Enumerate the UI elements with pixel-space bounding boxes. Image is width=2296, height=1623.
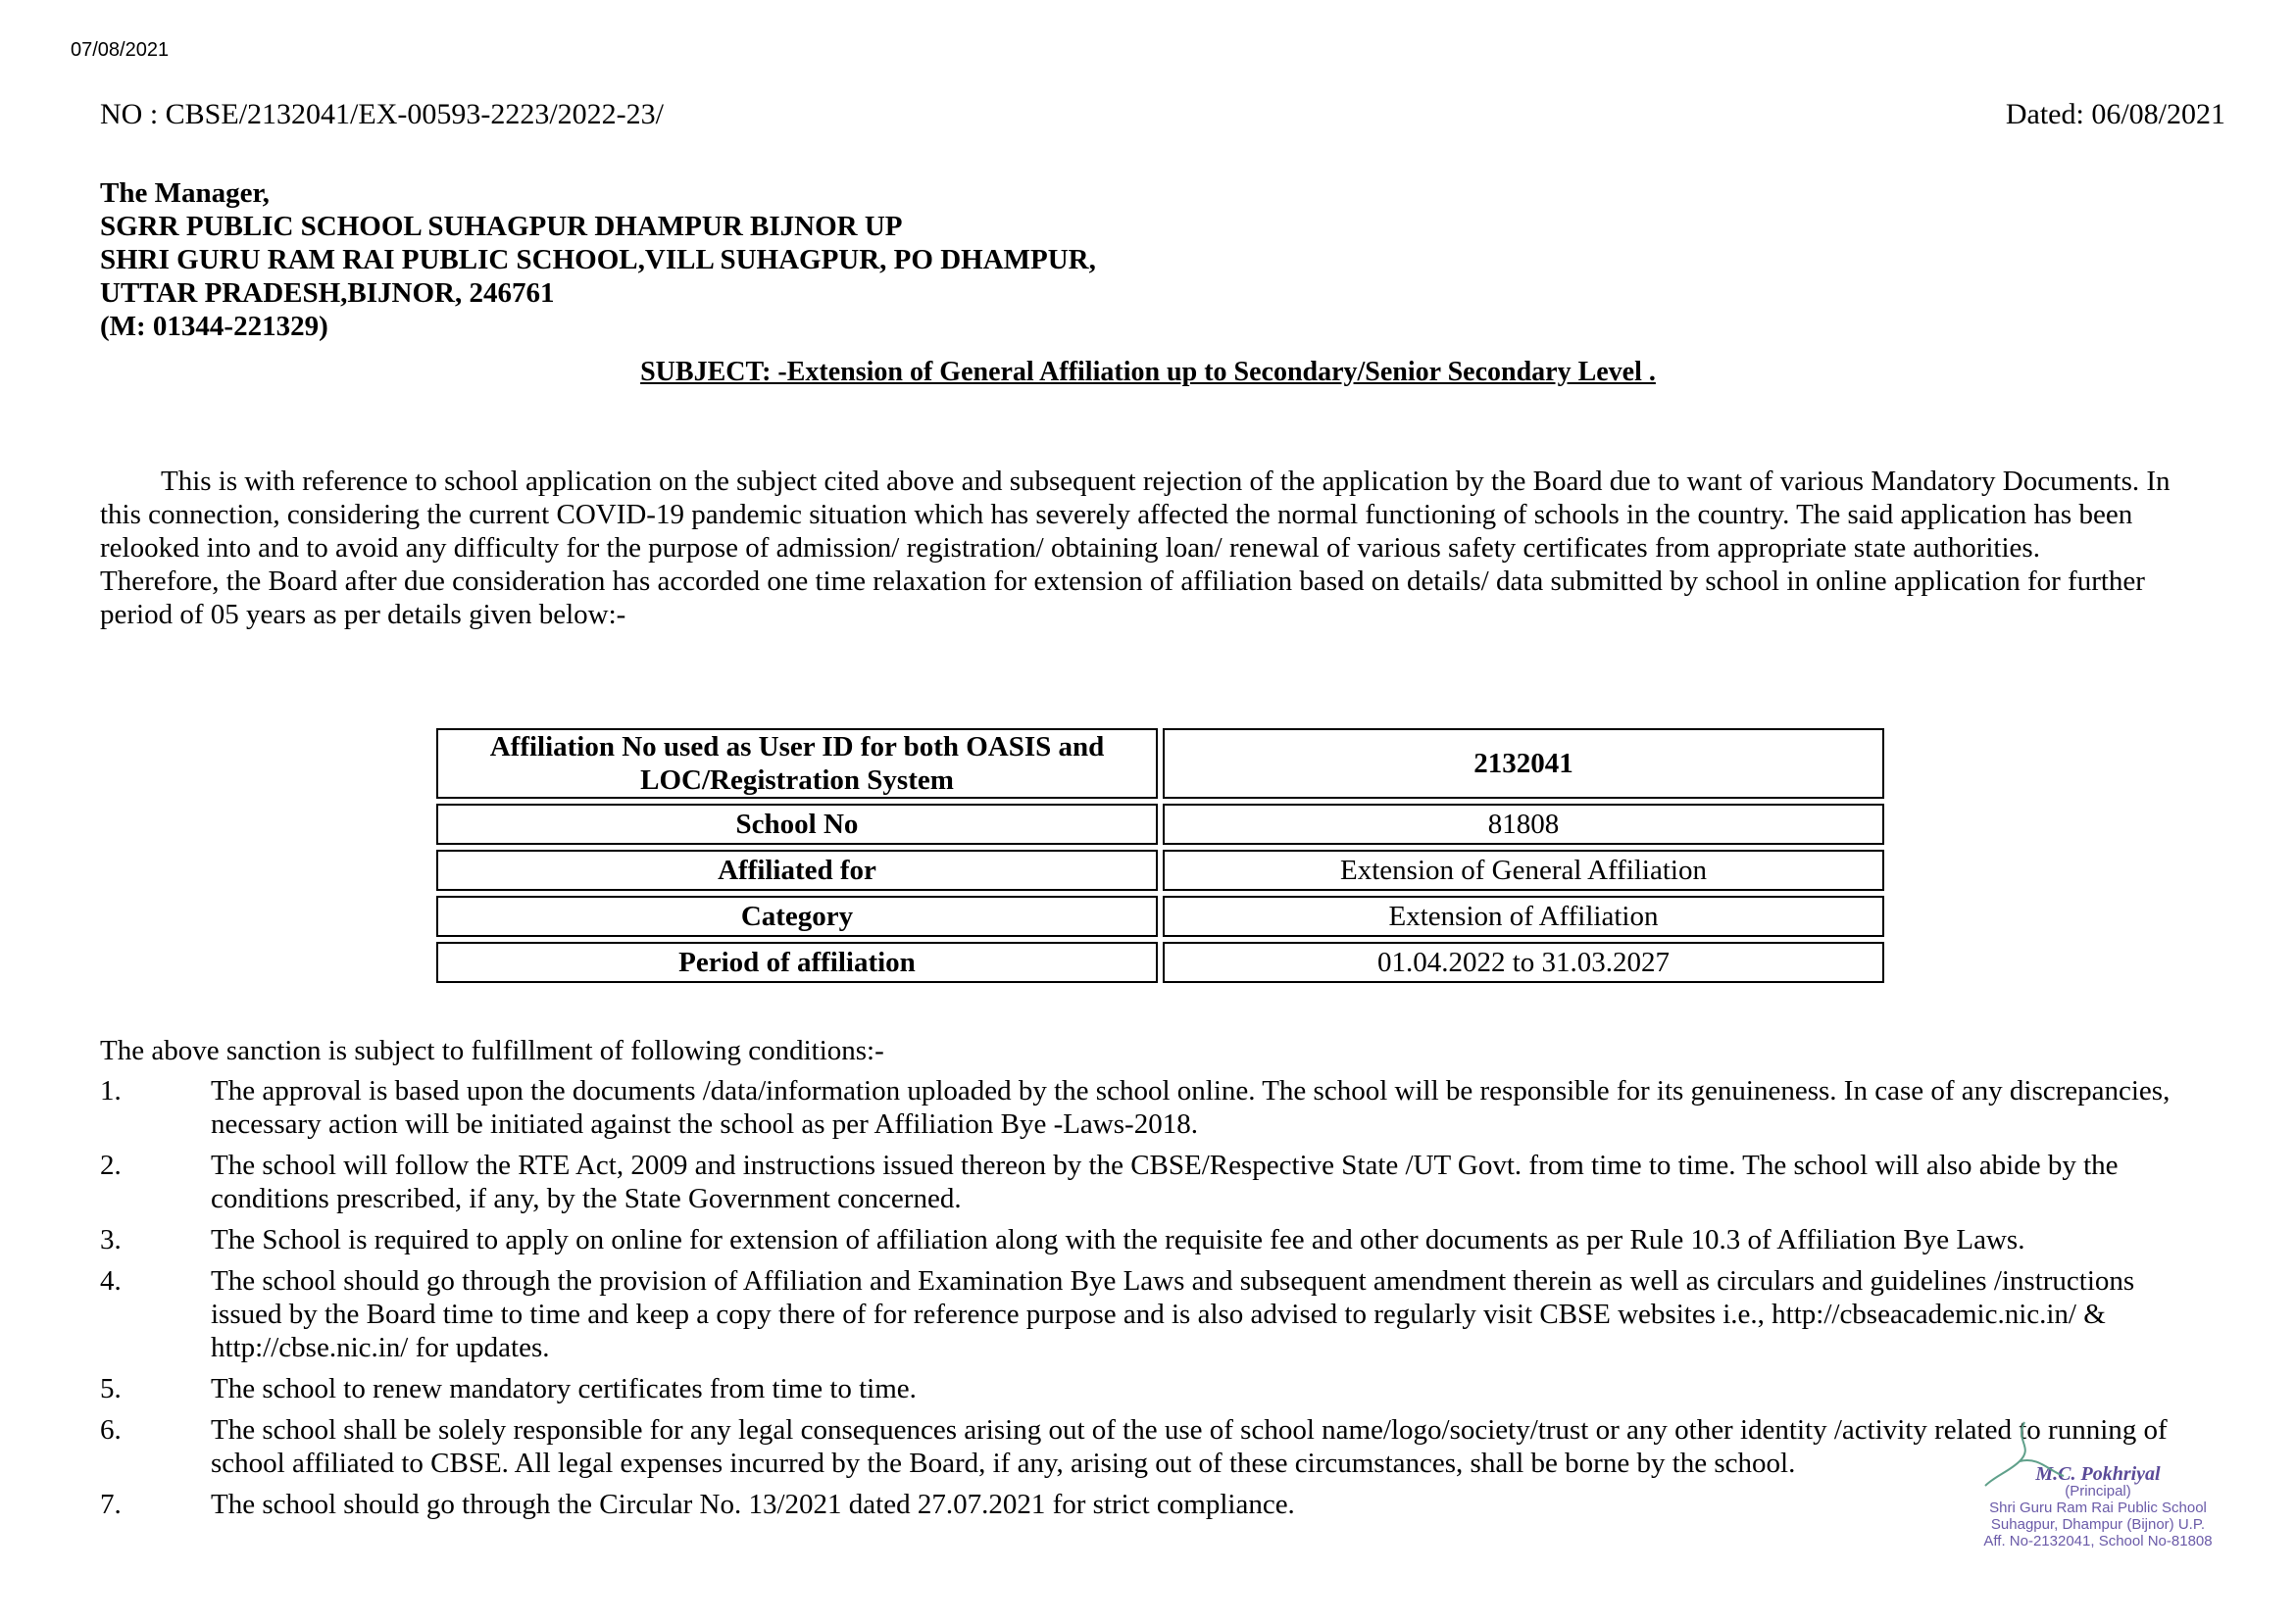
item-number: 7.: [100, 1489, 122, 1520]
item-text: The school shall be solely responsible for any legal consequences arising out of the use of school name/logo/society/trust or any other identity /activity related to running of school affiliated to CBSE. All legal expenses incurred by the Board, if any, arising out of these circumstances, shall be borne by the school.: [211, 1414, 2168, 1479]
list-item: [100, 1413, 2208, 1480]
table-row: [436, 804, 1884, 845]
item-number: 6.: [100, 1414, 122, 1446]
list-item: [100, 1264, 2208, 1364]
table-key: Affiliation No used as User ID for both OASIS and LOC/Registration System: [436, 728, 1158, 799]
table-row: [436, 896, 1884, 937]
address-line: (M: 01344-221329): [100, 311, 328, 342]
principal-stamp: [1936, 1463, 2260, 1549]
table-value: 81808: [1163, 804, 1884, 845]
item-number: 2.: [100, 1150, 122, 1181]
table-key: School No: [436, 804, 1158, 845]
body-paragraph: Therefore, the Board after due consideration has accorded one time relaxation for extension of affiliation based on details/ data submitted by school in online application for further period of 05 years as per details given below:-: [100, 566, 2145, 630]
recipient-address: [100, 176, 1096, 343]
body-paragraph: This is with reference to school application on the subject cited above and subsequent rejection of the application by the Board due to want of various Mandatory Documents. In this connection, considering the current COVID-19 pandemic situation which has severely affected the normal functioning of schools in the country. The said application has been relooked into and to avoid any difficulty for the purpose of admission/ registration/ obtaining loan/ renewal of various safety certificates from appropriate state authorities.: [100, 466, 2171, 564]
list-item: [100, 1074, 2208, 1141]
address-line: SHRI GURU RAM RAI PUBLIC SCHOOL,VILL SUHAGPUR, PO DHAMPUR,: [100, 244, 1096, 275]
list-item: [100, 1488, 2208, 1521]
item-number: 1.: [100, 1075, 122, 1107]
conditions-list: [100, 1074, 2208, 1529]
stamp-line: Suhagpur, Dhampur (Bijnor) U.P.: [1990, 1516, 2206, 1533]
table-value: Extension of Affiliation: [1163, 896, 1884, 937]
stamp-line: Shri Guru Ram Rai Public School: [1989, 1500, 2207, 1516]
item-text: The school to renew mandatory certificates from time to time.: [211, 1373, 917, 1404]
table-key: Category: [436, 896, 1158, 937]
address-line: The Manager,: [100, 177, 270, 209]
item-text: The School is required to apply on online for extension of affiliation along with the requisite fee and other documents as per Rule 10.3 of Affiliation Bye Laws.: [211, 1224, 2025, 1255]
item-number: 3.: [100, 1224, 122, 1255]
item-text: The school should go through the provision of Affiliation and Examination Bye Laws and subsequent amendment therein as well as circulars and guidelines /instructions issued by the Board time to time and keep a copy there of for reference purpose and is also advised to regularly visit CBSE websites i.e., http://cbseacademic.nic.in/ & http://cbse.nic.in/ for updates.: [211, 1265, 2135, 1363]
list-item: [100, 1372, 2208, 1405]
address-line: SGRR PUBLIC SCHOOL SUHAGPUR DHAMPUR BIJNOR UP: [100, 211, 903, 242]
list-item: [100, 1223, 2208, 1256]
signature-scribble: [1966, 1417, 2083, 1496]
subject-line: SUBJECT: -Extension of General Affiliation up to Secondary/Senior Secondary Level .: [640, 357, 1656, 387]
stamp-line: Aff. No-2132041, School No-81808: [1983, 1533, 2213, 1549]
table-row: [436, 850, 1884, 891]
print-date: 07/08/2021: [71, 39, 170, 61]
letter-date: Dated: 06/08/2021: [2005, 98, 2225, 130]
letter-body: [100, 465, 2208, 631]
item-number: 4.: [100, 1265, 122, 1297]
reference-number: NO : CBSE/2132041/EX-00593-2223/2022-23/: [100, 98, 664, 130]
table-key: Period of affiliation: [436, 942, 1158, 983]
item-text: The school should go through the Circular No. 13/2021 dated 27.07.2021 for strict compliance.: [211, 1489, 1295, 1520]
table-value: 01.04.2022 to 31.03.2027: [1163, 942, 1884, 983]
item-text: The approval is based upon the documents /data/information uploaded by the school online. The school will be responsible for its genuineness. In case of any discrepancies, necessary action will be initiated against the school as per Affiliation Bye -Laws-2018.: [211, 1075, 2171, 1140]
item-number: 5.: [100, 1373, 122, 1404]
list-item: [100, 1149, 2208, 1215]
stamp-line: (Principal): [2065, 1483, 2131, 1500]
table-row: [436, 942, 1884, 983]
signatory-name: M.C. Pokhriyal: [2035, 1463, 2161, 1485]
table-row: [436, 728, 1884, 799]
table-value: 2132041: [1163, 728, 1884, 799]
table-key: Affiliated for: [436, 850, 1158, 891]
address-line: UTTAR PRADESH,BIJNOR, 246761: [100, 277, 555, 309]
table-value: Extension of General Affiliation: [1163, 850, 1884, 891]
conditions-intro: The above sanction is subject to fulfillment of following conditions:-: [100, 1035, 884, 1066]
affiliation-table: [431, 723, 1889, 988]
item-text: The school will follow the RTE Act, 2009 and instructions issued thereon by the CBSE/Respective State /UT Govt. from time to time. The school will also abide by the conditions prescribed, if any, by the State Government concerned.: [211, 1150, 2119, 1214]
